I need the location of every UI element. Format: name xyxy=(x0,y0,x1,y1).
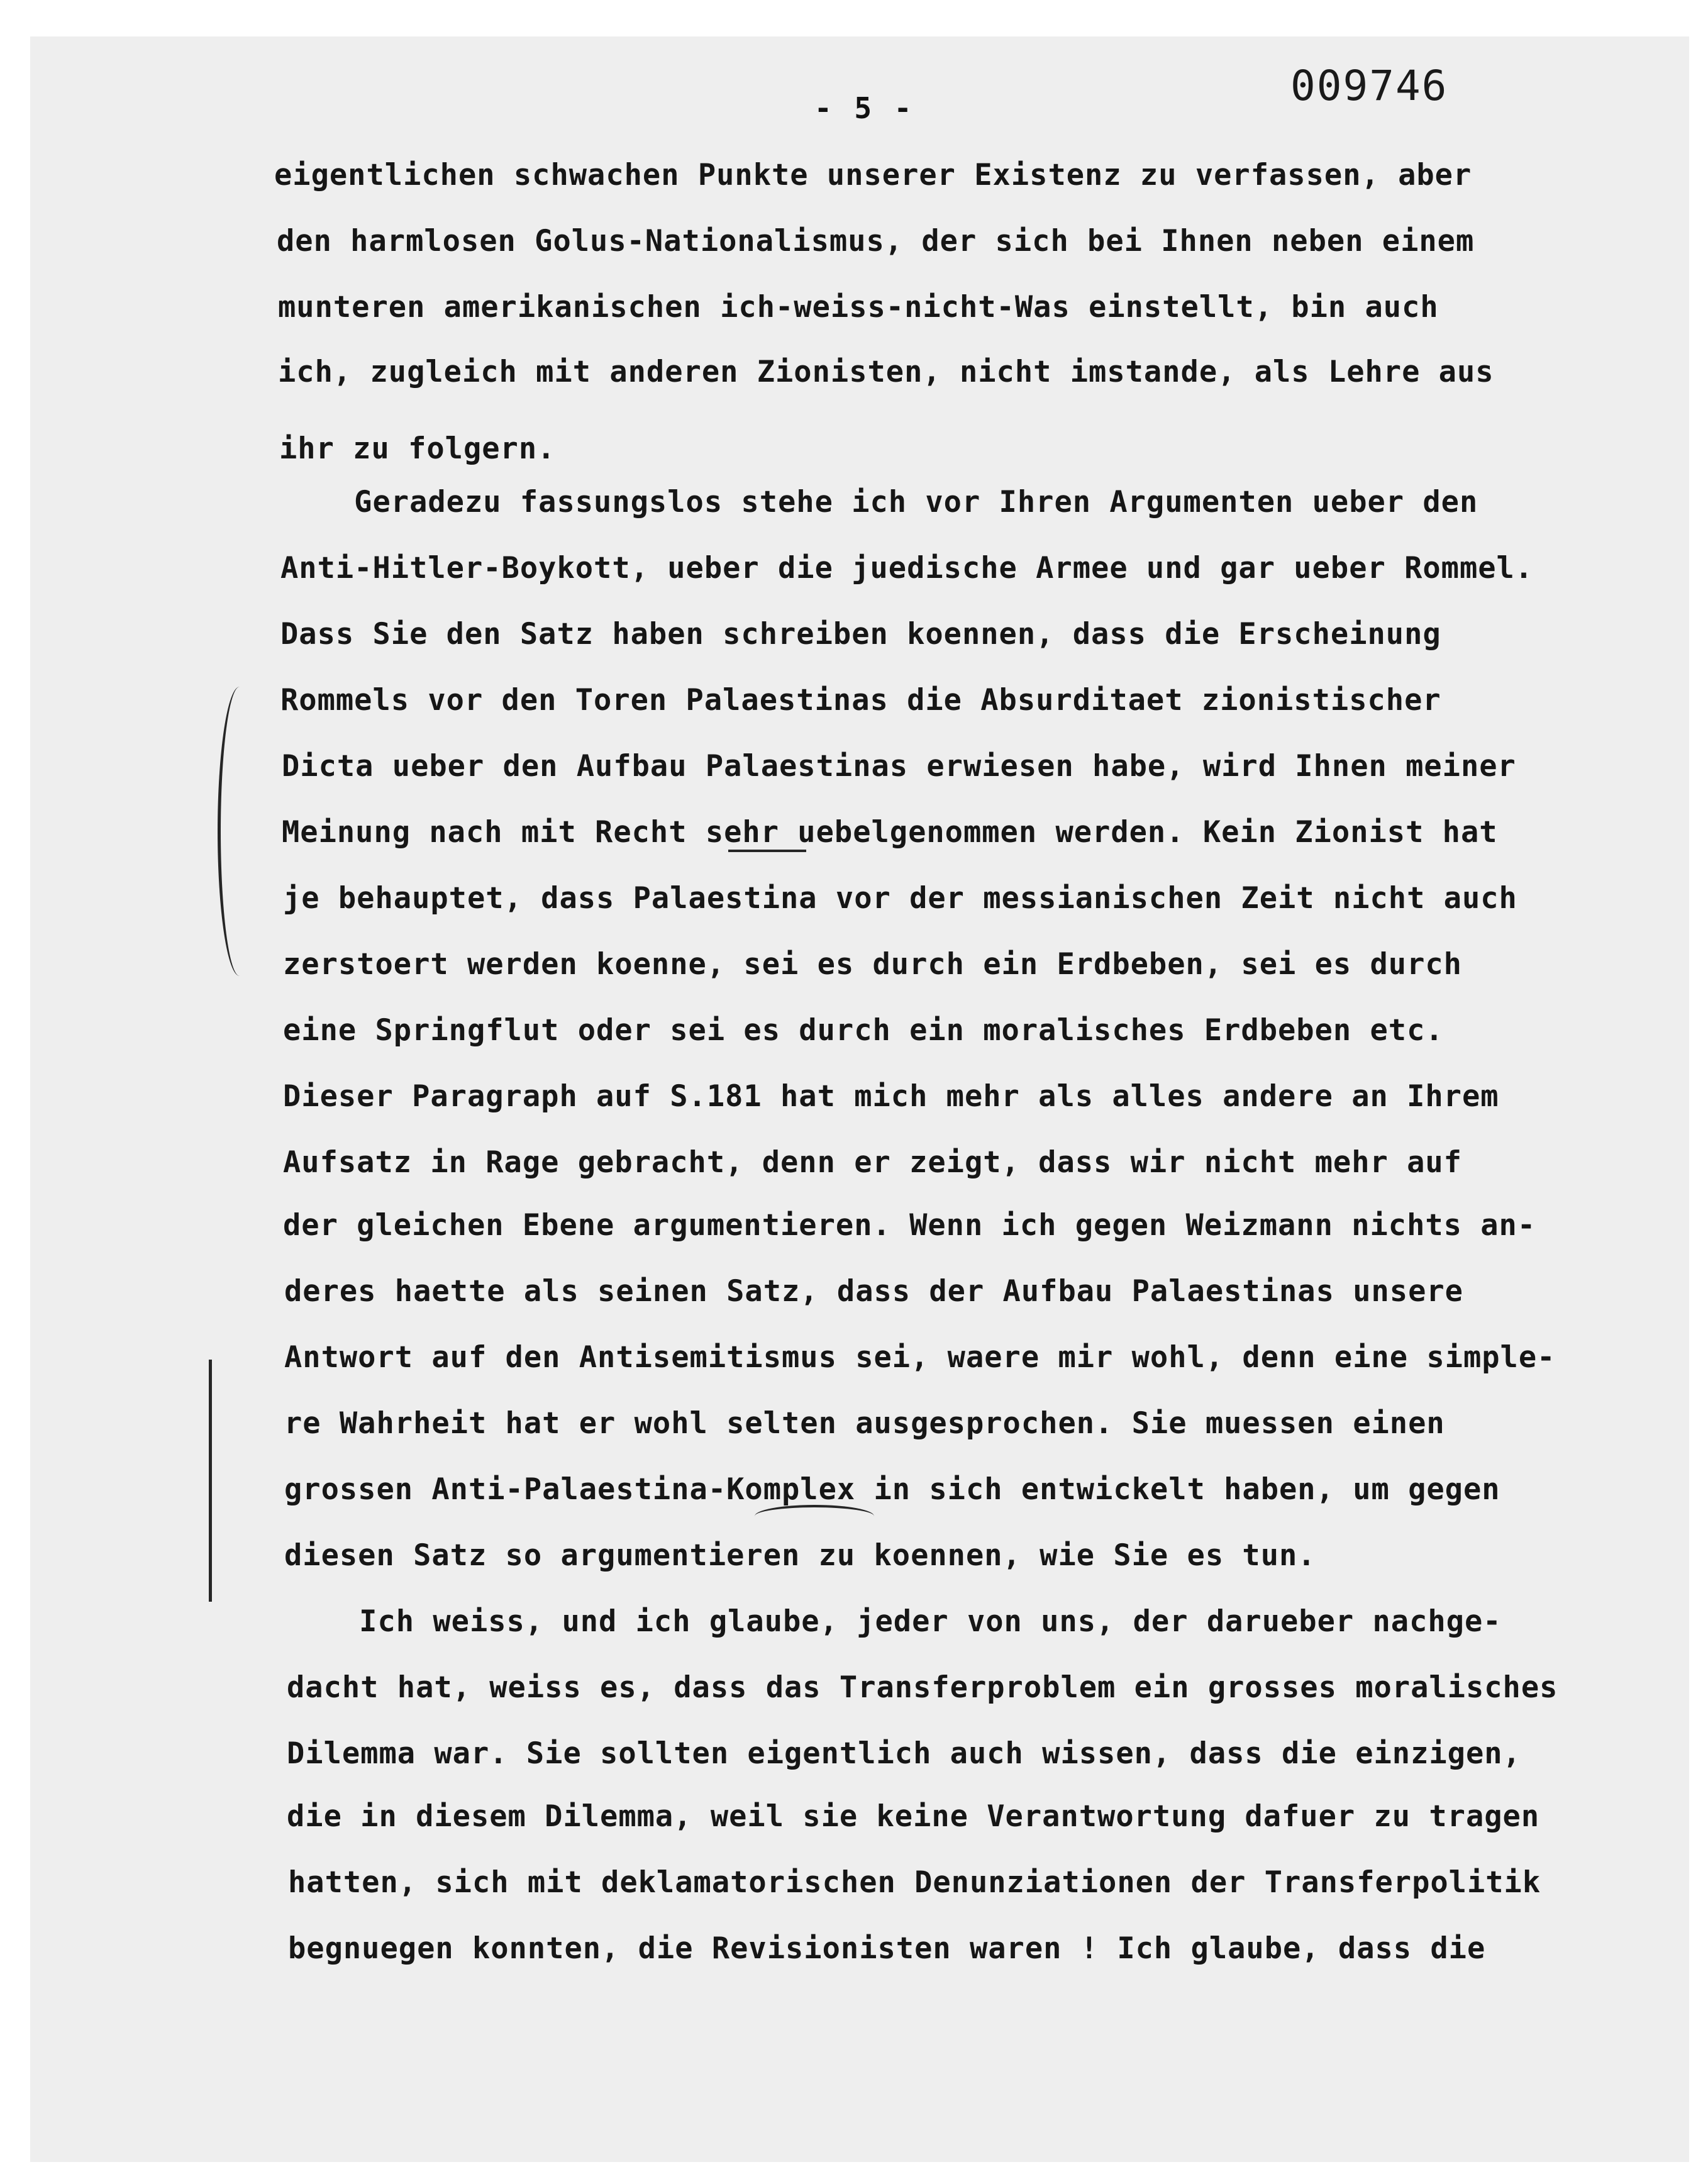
archive-number: 009746 xyxy=(1290,62,1448,110)
text-line: Meinung nach mit Recht sehr uebelgenommen werden. Kein Zionist hat xyxy=(282,815,1498,850)
text-line: deres haette als seinen Satz, dass der Aufbau Palaestinas unsere xyxy=(284,1274,1463,1309)
text-line: Dicta ueber den Aufbau Palaestinas erwiesen habe, wird Ihnen meiner xyxy=(282,749,1516,784)
text-line: die in diesem Dilemma, weil sie keine Verantwortung dafuer zu tragen xyxy=(287,1799,1540,1834)
text-line: munteren amerikanischen ich-weiss-nicht-Was einstellt, bin auch xyxy=(278,290,1439,324)
text-line: ich, zugleich mit anderen Zionisten, nicht imstande, als Lehre aus xyxy=(278,355,1494,389)
text-line: re Wahrheit hat er wohl selten ausgesprochen. Sie muessen einen xyxy=(284,1406,1445,1441)
text-line: Ich weiss, und ich glaube, jeder von uns, der darueber nachge- xyxy=(286,1604,1502,1639)
text-line: diesen Satz so argumentieren zu koennen, wie Sie es tun. xyxy=(284,1538,1316,1573)
text-line: begnuegen konnten, die Revisionisten waren ! Ich glaube, dass die xyxy=(288,1931,1486,1966)
text-line: dacht hat, weiss es, dass das Transferproblem ein grosses moralisches xyxy=(287,1670,1558,1705)
text-line: Aufsatz in Rage gebracht, denn er zeigt, dass wir nicht mehr auf xyxy=(283,1145,1462,1180)
text-line: Dilemma war. Sie sollten eigentlich auch wissen, dass die einzigen, xyxy=(287,1736,1521,1771)
text-line: eine Springflut oder sei es durch ein moralisches Erdbeben etc. xyxy=(283,1013,1444,1048)
text-line: Rommels vor den Toren Palaestinas die Absurditaet zionistischer xyxy=(280,683,1441,718)
text-line: ihr zu folgern. xyxy=(279,431,556,466)
text-line: Dass Sie den Satz haben schreiben koennen, dass die Erscheinung xyxy=(280,617,1441,651)
underline-mark xyxy=(728,850,806,852)
text-line: der gleichen Ebene argumentieren. Wenn ich gegen Weizmann nichts an- xyxy=(283,1208,1536,1243)
text-line: je behauptet, dass Palaestina vor der messianischen Zeit nicht auch xyxy=(283,881,1517,916)
text-line: Geradezu fassungslos stehe ich vor Ihren Argumenten ueber den xyxy=(280,485,1478,519)
text-line: hatten, sich mit deklamatorischen Denunziationen der Transferpolitik xyxy=(288,1865,1541,1900)
text-line: Antwort auf den Antisemitismus sei, waere mir wohl, denn eine simple- xyxy=(284,1340,1556,1375)
margin-mark xyxy=(209,1360,212,1602)
text-line: Anti-Hitler-Boykott, ueber die juedische Armee und gar ueber Rommel. xyxy=(280,551,1534,585)
text-line: Dieser Paragraph auf S.181 hat mich mehr als alles andere an Ihrem xyxy=(283,1079,1499,1114)
page-number: - 5 - xyxy=(814,91,914,125)
text-line: eigentlichen schwachen Punkte unserer Existenz zu verfassen, aber xyxy=(274,158,1472,192)
text-line: den harmlosen Golus-Nationalismus, der sich bei Ihnen neben einem xyxy=(277,224,1475,258)
text-line: grossen Anti-Palaestina-Komplex in sich entwickelt haben, um gegen xyxy=(284,1472,1500,1507)
text-line: zerstoert werden koenne, sei es durch ein Erdbeben, sei es durch xyxy=(283,947,1462,982)
